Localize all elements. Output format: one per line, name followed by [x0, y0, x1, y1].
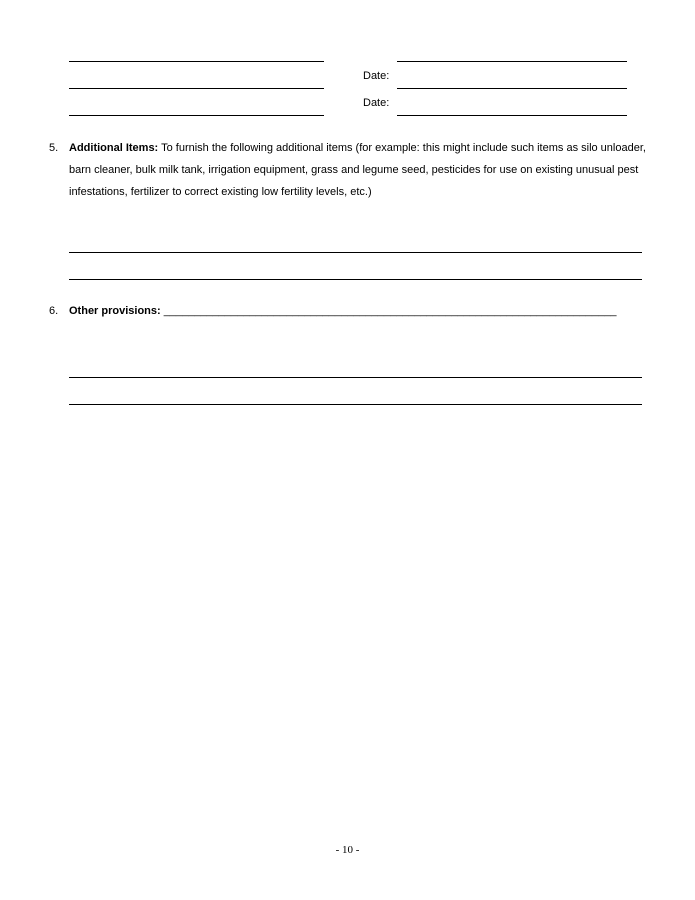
item-5-heading: Additional Items: — [69, 142, 159, 154]
item-6-line — [69, 302, 616, 320]
item-5-paragraph — [69, 137, 654, 203]
page-number: - 10 - — [335, 844, 360, 856]
item-5-number: 5. — [49, 142, 59, 154]
item-6-blank[interactable]: __________________________________________________________________________ — [163, 305, 617, 317]
signature-line-left-2[interactable] — [69, 88, 324, 89]
item-5-text: To furnish the following additional items (for example: this might include such items as silo unloader, barn cleaner, bulk milk tank, irrigation equipment, grass and legume seed, pesticides for use on existing unusual pest infestations, fertilizer to correct existing low fertility levels, etc.) — [69, 142, 646, 198]
signature-line-right-1[interactable] — [397, 61, 627, 62]
item-6-heading: Other provisions: — [69, 305, 161, 317]
date-label: Date: — [363, 70, 390, 82]
item-5-answer-line-1[interactable] — [69, 252, 642, 253]
signature-line-left-3[interactable] — [69, 115, 324, 116]
item-5-answer-line-2[interactable] — [69, 279, 642, 280]
item-6-answer-line-1[interactable] — [69, 377, 642, 378]
item-6-number: 6. — [49, 305, 59, 317]
signature-line-left-1[interactable] — [69, 61, 324, 62]
date-label: Date: — [363, 97, 390, 109]
date-line-2[interactable] — [397, 115, 627, 116]
date-line-1[interactable] — [397, 88, 627, 89]
item-6-answer-line-2[interactable] — [69, 404, 642, 405]
